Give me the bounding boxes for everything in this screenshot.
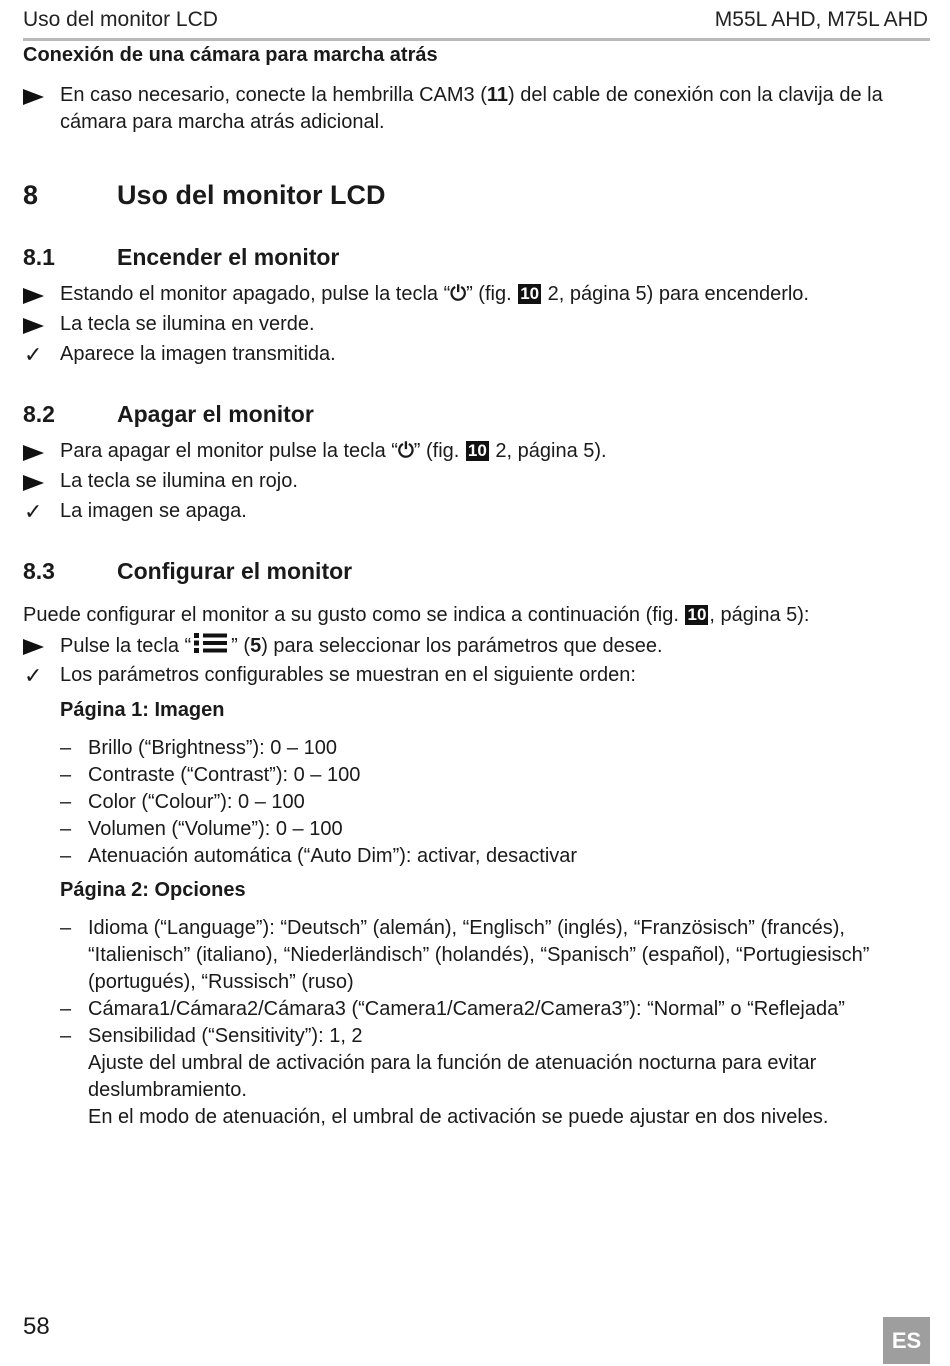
intro-text: , página 5): — [709, 604, 810, 626]
sensitivity-note: En el modo de atenuación, el umbral de activación se puede ajustar en dos niveles. — [88, 1106, 829, 1128]
item-text: Sensibilidad (“Sensitivity”): 1, 2 — [88, 1025, 363, 1047]
header-section-title: Uso del monitor LCD — [23, 8, 218, 31]
item-text: Atenuación automática (“Auto Dim”): activar, desactivar — [88, 845, 578, 867]
page-2-item — [60, 1023, 928, 1050]
page-1-item — [60, 816, 928, 843]
page-1-item — [60, 789, 928, 816]
dash-bullet: – — [60, 818, 72, 840]
step-text: ) para seleccionar los parámetros que desee. — [261, 635, 663, 657]
item-number: 5 — [250, 635, 262, 657]
figure-reference: 10 — [467, 441, 487, 460]
step-text: Pulse la tecla “ — [60, 635, 192, 657]
page-1-label: Página 1: Imagen — [60, 699, 225, 721]
s82-step-1 — [23, 438, 928, 465]
power-icon: ⏻ — [397, 440, 414, 462]
step-text: En caso necesario, conecte la hembrilla CAM3 ( — [60, 84, 487, 106]
step-text: Estando el monitor apagado, pulse la tecla “ — [60, 283, 451, 305]
check-icon: ✓ — [24, 342, 43, 367]
dash-bullet: – — [60, 1025, 72, 1047]
s83-result — [23, 662, 928, 689]
intro-text: Puede configurar el monitor a su gusto como se indica a continuación (fig. — [23, 604, 685, 626]
page-1-item — [60, 843, 928, 870]
section-8-3-title: Configurar el monitor — [117, 558, 353, 584]
menu-icon — [193, 632, 229, 654]
step-text: 2, página 5). — [489, 440, 607, 462]
s81-step-1 — [23, 281, 928, 308]
step-text: ” (fig. — [413, 440, 465, 462]
power-icon: ⏻ — [450, 283, 467, 305]
section-8-3-number: 8.3 — [23, 558, 55, 584]
check-icon: ✓ — [24, 663, 43, 688]
rear-camera-step — [23, 82, 928, 136]
step-text: ) del cable de conexión con la clavija de la cámara para marcha atrás adicional. — [60, 84, 883, 133]
s82-result — [23, 498, 928, 525]
section-8-2-number: 8.2 — [23, 401, 55, 427]
page-2-item — [60, 915, 928, 996]
rear-camera-heading: Conexión de una cámara para marcha atrás — [23, 44, 438, 66]
step-text: La tecla se ilumina en verde. — [60, 313, 315, 335]
step-text: 2, página 5) para encenderlo. — [542, 283, 809, 305]
s81-result — [23, 341, 928, 368]
dash-bullet: – — [60, 917, 72, 939]
section-8-title: Uso del monitor LCD — [117, 180, 386, 210]
dash-bullet: – — [60, 845, 72, 867]
page-1-item — [60, 735, 928, 762]
item-number: 11 — [486, 84, 509, 106]
section-8-1-number: 8.1 — [23, 244, 55, 270]
item-text: Brillo (“Brightness”): 0 – 100 — [88, 737, 337, 759]
item-text: Contraste (“Contrast”): 0 – 100 — [88, 764, 361, 786]
step-text: La tecla se ilumina en rojo. — [60, 470, 298, 492]
item-text: Color (“Colour”): 0 – 100 — [88, 791, 305, 813]
check-icon: ✓ — [24, 499, 43, 524]
dash-bullet: – — [60, 764, 72, 786]
page-number: 58 — [23, 1313, 50, 1340]
figure-reference: 10 — [687, 605, 707, 624]
step-text: Para apagar el monitor pulse la tecla “ — [60, 440, 398, 462]
header-divider — [23, 38, 930, 41]
item-text: Idioma (“Language”): “Deutsch” (alemán), “Englisch” (inglés), “Französisch” (francés), “Italienisch” (italiano), “Niederländisch” (holandés), “Spanisch” (español), “Portugiesisch” (portugués), “Russisch” (ruso) — [88, 917, 870, 993]
page-2-label: Página 2: Opciones — [60, 879, 246, 901]
dash-bullet: – — [60, 737, 72, 759]
result-text: Aparece la imagen transmitida. — [60, 343, 336, 365]
item-text: Cámara1/Cámara2/Cámara3 (“Camera1/Camera2/Camera3”): “Normal” o “Reflejada” — [88, 998, 845, 1020]
sensitivity-note: Ajuste del umbral de activación para la función de atenuación nocturna para evitar deslumbramiento. — [88, 1052, 817, 1101]
step-text: ” (fig. — [466, 283, 518, 305]
result-text: La imagen se apaga. — [60, 500, 247, 522]
result-text: Los parámetros configurables se muestran en el siguiente orden: — [60, 664, 636, 686]
dash-bullet: – — [60, 791, 72, 813]
header-model-names: M55L AHD, M75L AHD — [714, 8, 928, 31]
section-8-2-title: Apagar el monitor — [117, 401, 314, 427]
page-1-item — [60, 762, 928, 789]
page-2-item — [60, 996, 928, 1023]
s82-step-2 — [23, 468, 928, 495]
figure-reference: 10 — [520, 284, 540, 303]
item-text: Volumen (“Volume”): 0 – 100 — [88, 818, 343, 840]
s83-intro — [23, 602, 928, 629]
section-8-number: 8 — [23, 180, 39, 210]
s83-step-1 — [23, 632, 928, 660]
step-text: ” ( — [231, 635, 251, 657]
dash-bullet: – — [60, 998, 72, 1020]
section-8-1-title: Encender el monitor — [117, 244, 340, 270]
s81-step-2 — [23, 311, 928, 338]
language-badge: ES — [883, 1317, 930, 1364]
